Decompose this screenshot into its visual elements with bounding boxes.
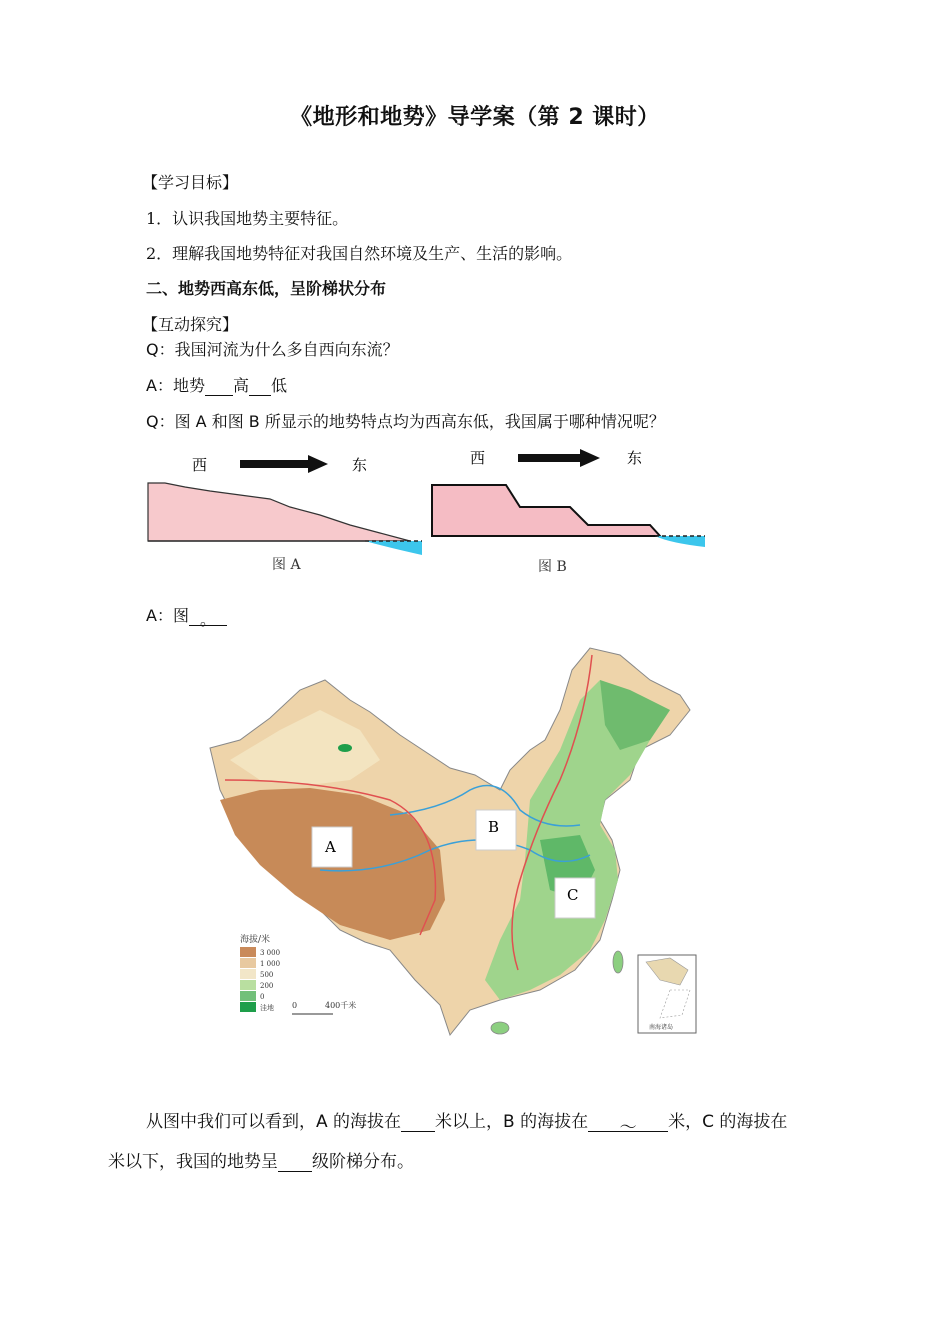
page-title: 《地形和地势》导学案（第 2 课时）: [290, 105, 660, 130]
explore-heading: 【互动探究】: [142, 315, 239, 334]
label-b: B: [488, 818, 500, 836]
diagram-a-east: 东: [352, 456, 368, 474]
question-2: Q：图 A 和图 B 所显示的地势特点均为西高东低，我国属于哪种情况呢？: [146, 412, 665, 431]
map-hainan: [491, 1022, 509, 1034]
tilde: ～: [619, 1118, 637, 1138]
answer-2: [146, 603, 227, 629]
diagram-a-caption: 图 A: [272, 557, 301, 573]
objective-item: 2．理解我国地势特征对我国自然环境及生产、生活的影响。: [146, 244, 573, 263]
blank[interactable]: [205, 377, 233, 396]
diagram-b-arrow: [518, 449, 600, 467]
label-c: C: [567, 886, 579, 904]
conclusion-line-2: [108, 1147, 414, 1172]
legend-swatch: [240, 980, 256, 990]
blank[interactable]: [249, 377, 271, 396]
scale-label: 400千米: [325, 1001, 357, 1010]
blank[interactable]: [278, 1153, 312, 1172]
objective-item: 1．认识我国地势主要特征。: [146, 209, 349, 228]
legend-label: 200: [260, 982, 274, 990]
diagram-a-west: 西: [192, 456, 208, 474]
answer-1-prefix: A：地势: [146, 376, 205, 395]
diagram-a-sea: [365, 541, 422, 555]
answer-2-prefix: A：图: [146, 606, 189, 625]
legend-label: 洼地: [260, 1004, 274, 1012]
map-legend: [240, 933, 280, 1012]
scale-zero: 0: [292, 1001, 298, 1010]
blank[interactable]: [588, 1113, 668, 1138]
terrain-diagrams: [140, 445, 720, 585]
legend-label: 3 000: [260, 949, 281, 957]
china-terrain-map: [200, 640, 700, 1040]
map-taiwan: [613, 951, 623, 973]
legend-label: 0: [260, 993, 265, 1001]
legend-swatch: [240, 1002, 256, 1012]
conclusion-text: 级阶梯分布。: [312, 1152, 414, 1172]
diagram-a-arrow: [240, 455, 328, 473]
diagram-b-east: 东: [627, 449, 643, 467]
label-a: A: [325, 838, 336, 856]
diagram-b-terrain: [432, 485, 660, 536]
legend-swatch: [240, 947, 256, 957]
map-depression: [338, 744, 352, 752]
blank[interactable]: [401, 1113, 435, 1132]
legend-label: 500: [260, 971, 274, 979]
legend-swatch: [240, 958, 256, 968]
conclusion-text: 米，C 的海拔在: [668, 1112, 788, 1132]
legend-label: 1 000: [260, 960, 281, 968]
question-1: Q：我国河流为什么多自西向东流？: [146, 340, 399, 359]
diagram-b-west: 西: [470, 449, 486, 467]
conclusion-text: 米以下，我国的地势呈: [108, 1152, 278, 1172]
diagram-b-sea: [655, 536, 705, 547]
legend-swatch: [240, 991, 256, 1001]
answer-1-suffix: 低: [270, 376, 287, 395]
inset-label: 南海诸岛: [649, 1024, 674, 1031]
conclusion-text: 米以上，B 的海拔在: [435, 1112, 589, 1132]
legend-title: 海拔/米: [240, 935, 271, 945]
conclusion-text: 从图中我们可以看到，A 的海拔在: [146, 1112, 402, 1132]
objectives-heading: 【学习目标】: [142, 173, 239, 192]
answer-1-middle: 高: [232, 376, 249, 395]
diagram-a-terrain: [148, 483, 410, 541]
section-heading: 二、地势西高东低，呈阶梯状分布: [146, 279, 387, 298]
diagram-b-caption: 图 B: [538, 559, 567, 575]
conclusion-line-1: [146, 1107, 788, 1138]
legend-swatch: [240, 969, 256, 979]
answer-1: [146, 373, 287, 396]
blank[interactable]: 。: [189, 607, 227, 626]
